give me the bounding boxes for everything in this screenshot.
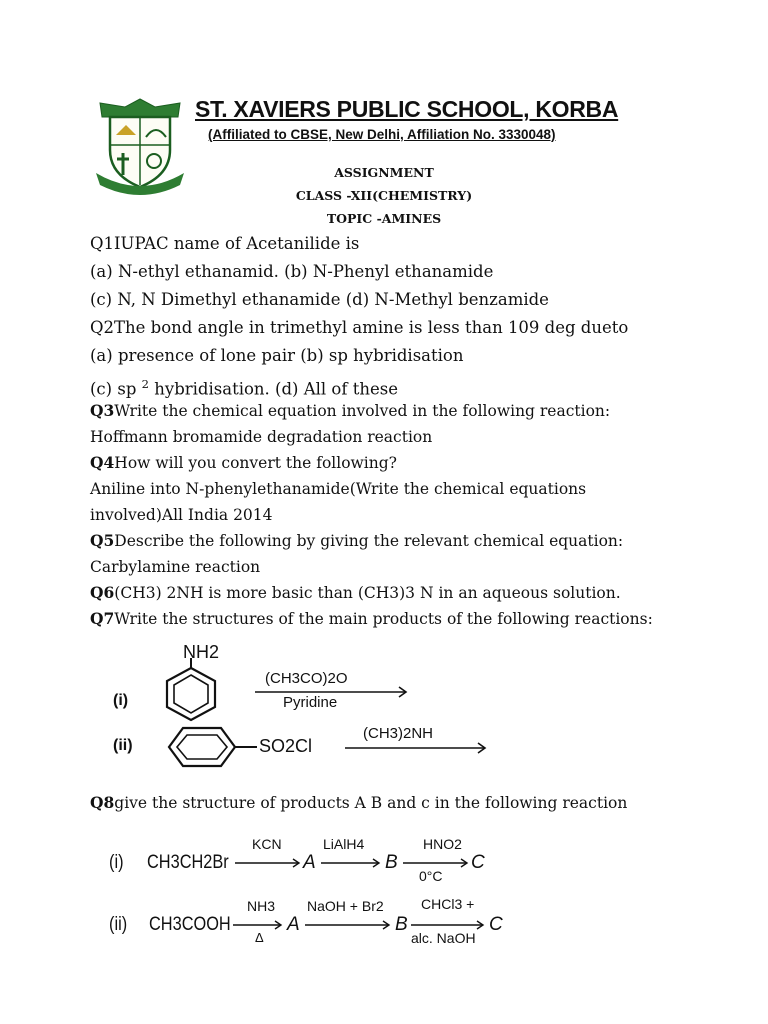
arrow-icon — [321, 858, 383, 868]
q8-r1-product-c: C — [471, 852, 485, 873]
question-2: Q2The bond angle in trimethyl amine is less than 109 deg dueto — [90, 318, 629, 337]
line-to-so2cl — [235, 746, 257, 748]
affiliation: (Affiliated to CBSE, New Delhi, Affiliation No. 3330048) — [208, 127, 556, 142]
q8-r2-product-b: B — [395, 914, 408, 935]
q7-reagent-dimethylamine: (CH3)2NH — [363, 725, 434, 742]
question-1-options-ab: (a) N-ethyl ethanamid. (b) N-Phenyl ethanamide — [90, 262, 494, 281]
question-1-options-cd: (c) N, N Dimethyl ethanamide (d) N-Methyl benzamide — [90, 290, 549, 309]
q8-r2-reagent-alc-naoh: alc. NaOH — [411, 930, 476, 946]
nh2-group: NH2 — [183, 642, 220, 662]
q8-reaction-2-label: (ii) — [109, 914, 128, 935]
q7-reaction-2-label: (ii) — [113, 737, 133, 754]
question-2-options-cd: (c) sp $^2$ hybridisation. (d) All of these — [90, 377, 398, 399]
q8-r2-start: CH3COOH — [149, 914, 231, 935]
q7-reagent-acetic-anhydride: (CH3CO)2O — [265, 670, 348, 687]
q8-r1-product-a: A — [303, 852, 316, 873]
question-2-options-ab: (a) presence of lone pair (b) sp hybridisation — [90, 346, 464, 365]
q8-r1-start: CH3CH2Br — [147, 852, 229, 873]
class-label: CLASS -XII(CHEMISTRY) — [295, 188, 473, 203]
school-logo — [90, 95, 190, 195]
assignment-label: ASSIGNMENT — [334, 165, 434, 180]
q8-r1-reagent-kcn: KCN — [252, 836, 282, 852]
question-6: Q6(CH3) 2NH is more basic than (CH3)3 N in an aqueous solution. — [90, 583, 621, 602]
benzene-ring-sulfonyl — [167, 724, 239, 770]
q8-r1-reagent-lialh4: LiAlH4 — [323, 836, 365, 852]
arrow-icon — [345, 742, 490, 754]
question-5-detail: Carbylamine reaction — [90, 558, 261, 576]
q8-r2-product-c: C — [489, 914, 503, 935]
question-4: Q4How will you convert the following? — [90, 453, 397, 472]
question-8: Q8give the structure of products A B and c in the following reaction — [90, 793, 628, 812]
q8-r1-condition-temp: 0°C — [419, 868, 443, 884]
question-1: Q1IUPAC name of Acetanilide is — [90, 234, 360, 253]
topic-label: TOPIC -AMINES — [326, 211, 442, 226]
q8-r1-product-b: B — [385, 852, 398, 873]
question-7: Q7Write the structures of the main products of the following reactions: — [90, 609, 653, 628]
q7-reaction-figure — [95, 640, 515, 780]
question-4-detail-2: involved)All India 2014 — [90, 506, 273, 524]
benzene-ring-aniline — [163, 664, 219, 724]
q8-r2-reagent-naoh-br2: NaOH + Br2 — [307, 898, 384, 914]
q7-reagent-pyridine: Pyridine — [283, 694, 338, 711]
question-3-detail: Hoffmann bromamide degradation reaction — [90, 428, 433, 446]
arrow-icon — [235, 858, 303, 868]
q7-reaction-1-label: (i) — [113, 692, 129, 709]
q8-reaction-1-label: (i) — [109, 852, 124, 873]
arrow-icon — [411, 920, 487, 930]
question-5: Q5Describe the following by giving the relevant chemical equation: — [90, 531, 624, 550]
question-3: Q3Write the chemical equation involved in the following reaction: — [90, 401, 611, 420]
arrow-icon — [233, 920, 285, 930]
so2cl-group: SO2Cl — [259, 736, 313, 756]
q8-reaction-figure — [105, 832, 525, 952]
question-4-detail: Aniline into N-phenylethanamide(Write the chemical equations — [90, 480, 587, 498]
q8-r2-condition-heat: Δ — [255, 930, 264, 945]
q8-r1-reagent-hno2: HNO2 — [423, 836, 462, 852]
q8-r2-product-a: A — [287, 914, 300, 935]
arrow-icon — [403, 858, 471, 868]
q8-r2-reagent-nh3: NH3 — [247, 898, 276, 914]
q8-r2-reagent-chcl3: CHCl3 + — [421, 896, 475, 912]
arrow-icon — [305, 920, 393, 930]
school-name: ST. XAVIERS PUBLIC SCHOOL, KORBA — [195, 96, 619, 122]
